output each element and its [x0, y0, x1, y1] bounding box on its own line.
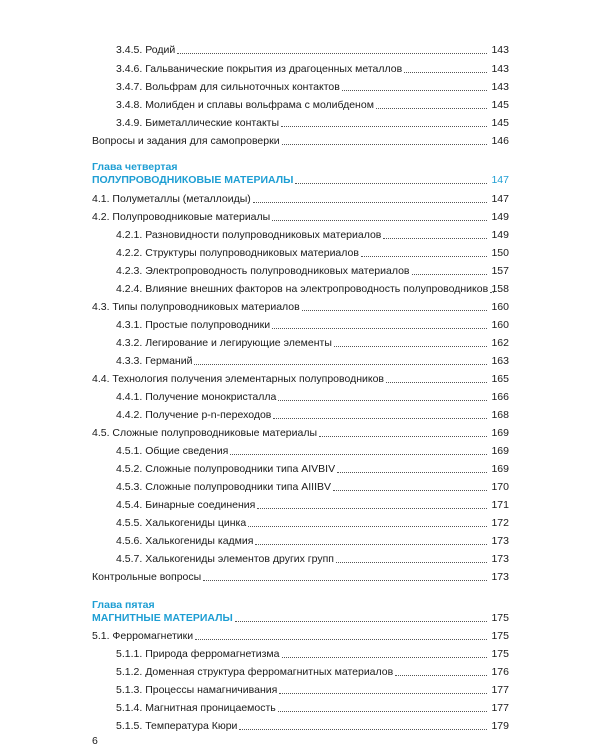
toc-entry[interactable]: 4.5.4. Бинарные соединения	[116, 497, 487, 512]
folio-page-number: 6	[92, 735, 98, 747]
toc-page-number: 143	[491, 63, 509, 75]
toc-page-number: 179	[491, 720, 509, 732]
toc-page-number: 162	[491, 337, 509, 349]
toc-page-number: 177	[491, 702, 509, 714]
chapter-page-number: 147	[491, 174, 509, 186]
chapter-label: Глава четвертая	[92, 161, 178, 173]
toc-entry[interactable]: 3.4.8. Молибден и сплавы вольфрама с молибденом	[116, 97, 487, 112]
toc-page-number: 175	[491, 630, 509, 642]
toc-entry[interactable]: 4.2. Полупроводниковые материалы	[92, 209, 487, 224]
chapter-title[interactable]: ПОЛУПРОВОДНИКОВЫЕ МАТЕРИАЛЫ	[92, 172, 487, 187]
toc-entry[interactable]: Контрольные вопросы	[92, 569, 487, 584]
toc-entry[interactable]: 4.4. Технология получения элементарных полупроводников	[92, 371, 487, 386]
toc-page-number: 169	[491, 427, 509, 439]
toc-entry[interactable]: 4.2.2. Структуры полупроводниковых материалов	[116, 245, 487, 260]
toc-entry[interactable]: 5.1.3. Процессы намагничивания	[116, 682, 487, 697]
toc-page-number: 173	[491, 535, 509, 547]
toc-entry[interactable]: 4.2.3. Электропроводность полупроводниковых материалов	[116, 263, 487, 278]
toc-entry[interactable]: 4.5.5. Халькогениды цинка	[116, 515, 487, 530]
toc-page-number: 171	[491, 499, 509, 511]
toc-page-number: 175	[491, 648, 509, 660]
toc-entry[interactable]: 5.1.4. Магнитная проницаемость	[116, 700, 487, 715]
toc-entry[interactable]: 4.3.1. Простые полупроводники	[116, 317, 487, 332]
toc-entry[interactable]: Вопросы и задания для самопроверки	[92, 133, 487, 148]
toc-entry[interactable]: 4.5.6. Халькогениды кадмия	[116, 533, 487, 548]
chapter-label: Глава пятая	[92, 599, 155, 611]
toc-page-number: 166	[491, 391, 509, 403]
toc-page-number: 143	[491, 44, 509, 56]
toc-page-number: 147	[491, 193, 509, 205]
toc-page-number: 168	[491, 409, 509, 421]
toc-page-number: 143	[491, 81, 509, 93]
toc-entry[interactable]: 4.2.4. Влияние внешних факторов на электропроводность полупроводников	[116, 281, 487, 296]
toc-page-number: 163	[491, 355, 509, 367]
toc-page-number: 149	[491, 211, 509, 223]
toc-page-number: 165	[491, 373, 509, 385]
toc-entry[interactable]: 5.1.2. Доменная структура ферромагнитных материалов	[116, 664, 487, 679]
toc-entry[interactable]: 3.4.7. Вольфрам для сильноточных контактов	[116, 79, 487, 94]
toc-page-number: 145	[491, 117, 509, 129]
toc-entry[interactable]: 4.3.3. Германий	[116, 353, 487, 368]
toc-page-number: 145	[491, 99, 509, 111]
toc-page-number: 149	[491, 229, 509, 241]
toc-entry[interactable]: 4.4.2. Получение р-n-переходов	[116, 407, 487, 422]
toc-entry[interactable]: 3.4.5. Родий	[116, 42, 487, 57]
toc-page-number: 157	[491, 265, 509, 277]
toc-entry[interactable]: 4.3.2. Легирование и легирующие элементы	[116, 335, 487, 350]
toc-page-number: 173	[491, 553, 509, 565]
toc-entry[interactable]: 4.5.1. Общие сведения	[116, 443, 487, 458]
chapter-title[interactable]: МАГНИТНЫЕ МАТЕРИАЛЫ	[92, 610, 487, 625]
toc-entry[interactable]: 4.5.2. Сложные полупроводники типа AIVBIV	[116, 461, 487, 476]
toc-entry[interactable]: 3.4.6. Гальванические покрытия из драгоценных металлов	[116, 61, 487, 76]
toc-entry[interactable]: 4.3. Типы полупроводниковых материалов	[92, 299, 487, 314]
toc-page-number: 176	[491, 666, 509, 678]
toc-page-number: 160	[491, 301, 509, 313]
toc-page-number: 160	[491, 319, 509, 331]
toc-page-number: 170	[491, 481, 509, 493]
toc-page-number: 177	[491, 684, 509, 696]
toc-entry[interactable]: 4.1. Полуметаллы (металлоиды)	[92, 191, 487, 206]
toc-page-number: 169	[491, 463, 509, 475]
toc-entry[interactable]: 4.5. Сложные полупроводниковые материалы	[92, 425, 487, 440]
toc-page-number: 172	[491, 517, 509, 529]
toc-entry[interactable]: 4.5.7. Халькогениды элементов других групп	[116, 551, 487, 566]
toc-page-number: 158	[491, 283, 509, 295]
toc-page-number: 150	[491, 247, 509, 259]
toc-entry[interactable]: 4.4.1. Получение монокристалла	[116, 389, 487, 404]
toc-entry[interactable]: 5.1.1. Природа ферромагнетизма	[116, 646, 487, 661]
toc-entry[interactable]: 5.1.5. Температура Кюри	[116, 718, 487, 733]
chapter-page-number: 175	[491, 612, 509, 624]
toc-page-number: 173	[491, 571, 509, 583]
toc-entry[interactable]: 4.2.1. Разновидности полупроводниковых материалов	[116, 227, 487, 242]
toc-page-number: 169	[491, 445, 509, 457]
toc-entry[interactable]: 3.4.9. Биметаллические контакты	[116, 115, 487, 130]
toc-page-number: 146	[491, 135, 509, 147]
toc-entry[interactable]: 4.5.3. Сложные полупроводники типа AIIIBV	[116, 479, 487, 494]
toc-entry[interactable]: 5.1. Ферромагнетики	[92, 628, 487, 643]
